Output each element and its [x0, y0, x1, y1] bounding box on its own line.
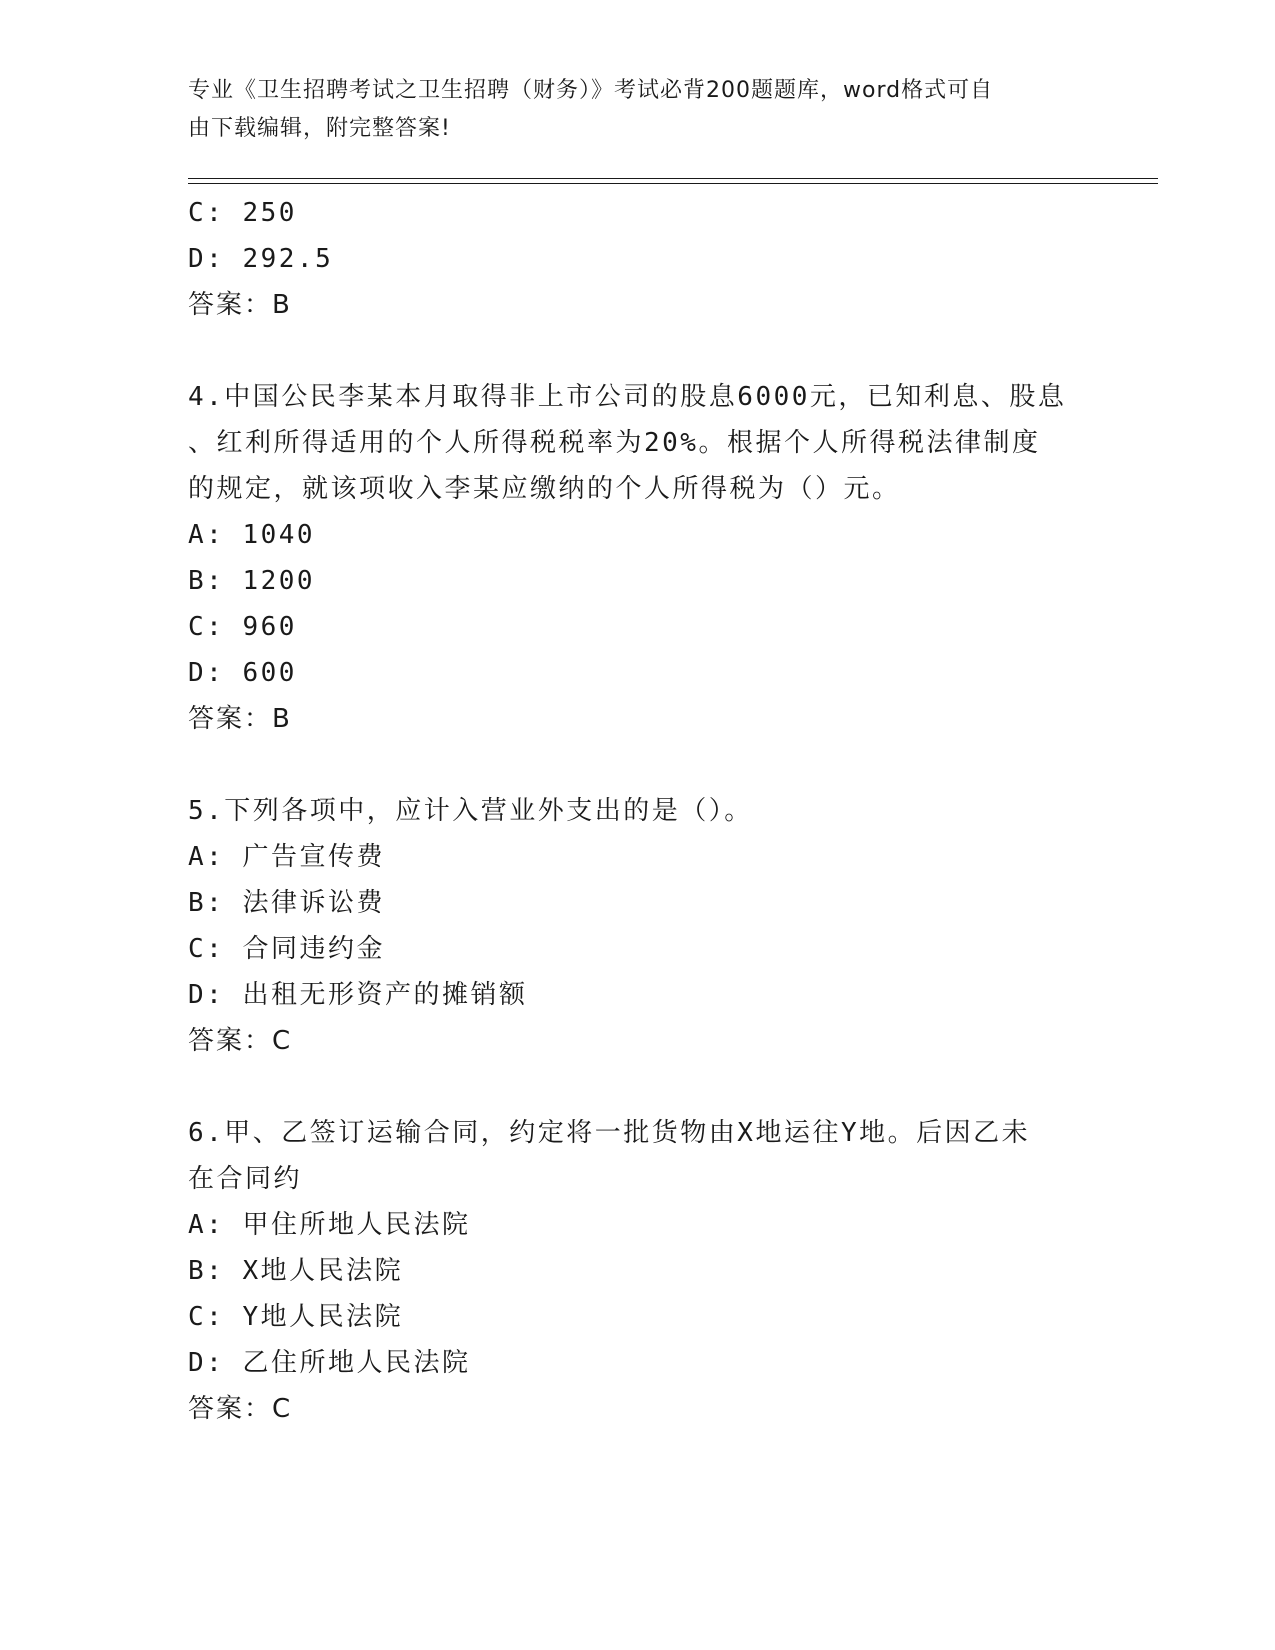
question-stem-line: 4.中国公民李某本月取得非上市公司的股息6000元，已知利息、股息 [188, 382, 1067, 412]
option-d: D: 乙住所地人民法院 [188, 1348, 471, 1378]
question-5 [188, 788, 1088, 1064]
question-6 [188, 1110, 1088, 1432]
document-header [188, 72, 1068, 148]
option-c: C: 250 [188, 198, 297, 228]
answer-line: 答案：C [188, 1026, 293, 1056]
question-stem-line: 在合同约 [188, 1164, 303, 1194]
spacer [188, 1064, 1088, 1110]
option-b: B: X地人民法院 [188, 1256, 404, 1286]
answer-line: 答案：B [188, 290, 292, 320]
question-list [188, 190, 1088, 1432]
option-b: B: 法律诉讼费 [188, 888, 385, 918]
header-divider-bottom [188, 183, 1158, 184]
question-stem-line: 、红利所得适用的个人所得税税率为20%。根据个人所得税法律制度 [188, 428, 1041, 458]
option-d: D: 292.5 [188, 244, 334, 274]
header-title-line-2: 由下载编辑，附完整答案! [188, 116, 451, 141]
option-a: A: 广告宣传费 [188, 842, 385, 872]
question-stem-line: 的规定，就该项收入李某应缴纳的个人所得税为（）元。 [188, 474, 901, 504]
option-d: D: 600 [188, 658, 297, 688]
option-c: C: Y地人民法院 [188, 1302, 404, 1332]
question-stem-line: 5.下列各项中，应计入营业外支出的是（）。 [188, 796, 753, 826]
answer-line: 答案：B [188, 704, 292, 734]
option-c: C: 合同违约金 [188, 934, 385, 964]
option-b: B: 1200 [188, 566, 316, 596]
option-a: A: 1040 [188, 520, 316, 550]
option-d: D: 出租无形资产的摊销额 [188, 980, 528, 1010]
option-c: C: 960 [188, 612, 297, 642]
header-title-line-1: 专业《卫生招聘考试之卫生招聘（财务）》考试必背200题题库，word格式可自 [188, 78, 994, 103]
option-a: A: 甲住所地人民法院 [188, 1210, 471, 1240]
header-divider-top [188, 178, 1158, 179]
question-4 [188, 374, 1088, 742]
spacer [188, 742, 1088, 788]
spacer [188, 328, 1088, 374]
question-stem-line: 6.甲、乙签订运输合同，约定将一批货物由X地运往Y地。后因乙未 [188, 1118, 1031, 1148]
answer-line: 答案：C [188, 1394, 293, 1424]
question-3-continued [188, 190, 1088, 328]
